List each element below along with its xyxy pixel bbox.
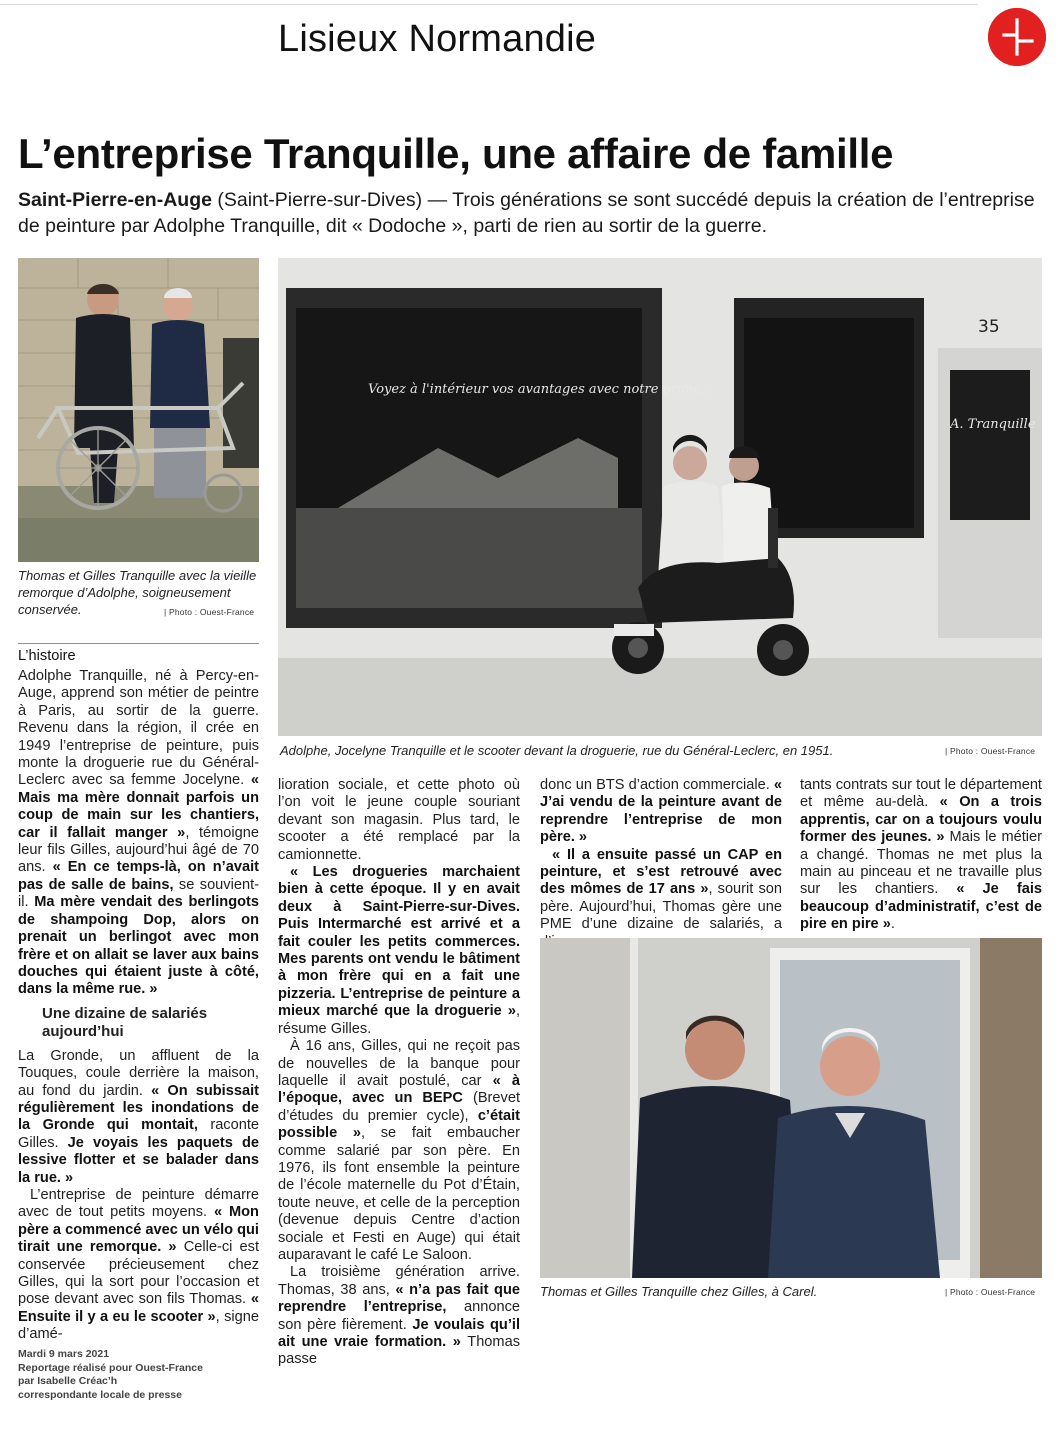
quote: « Il a ensuite passé un CAP en peinture, et s’est retrouvé avec des mômes de 17 ans »	[540, 846, 782, 898]
text: raconte Gilles.	[18, 1117, 260, 1151]
footer-date: Mardi 9 mars 2021	[18, 1348, 110, 1360]
quote: « Je fais beaucoup d’administratif, c’est de pire en pire »	[800, 881, 1042, 933]
paragraph	[18, 1187, 259, 1344]
text: , résume Gilles.	[278, 1003, 520, 1037]
text: , sourit son père. Aujourd’hui, Thomas gère une PME d’une dizaine de salariés, a	[540, 881, 782, 933]
text: (Brevet d’études du premier cycle),	[278, 1090, 521, 1124]
paragraph: lioration sociale, et cette photo où l’on voit le jeune couple souriant devant son magasin. Plus tard, le scooter a été remplacé par la camionnette.	[278, 777, 520, 863]
door-script-text: A. Tranquille	[950, 417, 1036, 432]
section-title: Lisieux Normandie	[278, 18, 597, 60]
photo-trailer-credit: | Photo : Ouest-France	[164, 607, 255, 617]
text: se souvient-il.	[18, 876, 259, 911]
chapo-text: (Saint-Pierre-sur-Dives) — Trois générations se sont succédé depuis la création de l’entreprise de peinture par Adolphe Tranquille, dit « Dodoche », parti de rien au sortir de la guerre.	[18, 189, 1035, 237]
text: Thomas passe	[278, 1334, 520, 1368]
quote: « Les drogueries marchaient bien à cette époque. Il y en avait deux à Saint-Pierre-sur-Dives. Puis Intermarché est arrivé et a fait couler les petits commerces. Mes parents ont vendu le bâtiment à mon frère qui en a fait une pizzeria. L’entreprise de peinture a mieux marché que la droguerie »	[278, 864, 520, 1020]
photo-carel-credit: | Photo : Ouest-France	[945, 1287, 1036, 1297]
paragraph	[540, 777, 782, 847]
paragraph	[278, 1038, 520, 1264]
quote: Ma mère vendait des berlingots de shampoing Dop, alors on prenait un berlingot avec mon frère et on allait se laver aux bains douches qui étaient juste à côté, dans la même rue. »	[18, 894, 259, 998]
text: La Gronde, un affluent de la Touques, coule derrière la maison, au fond du jardin.	[18, 1047, 259, 1099]
quote: « On a trois apprentis, car on a toujours voulu former des jeunes. »	[800, 794, 1042, 846]
headline: L’entreprise Tranquille, une affaire de famille	[18, 130, 894, 177]
text: , signe d’amé-	[18, 1308, 259, 1343]
quote: Je voyais les paquets de lessive flotter et se balader dans la rue. »	[18, 1134, 259, 1186]
article-column-4	[800, 777, 1042, 934]
text: La troisième génération arrive. Thomas, 38 ans,	[278, 1264, 520, 1298]
ouest-france-logo-icon	[988, 8, 1046, 66]
window-script-text: Voyez à l'intérieur vos avantages avec notre prime...	[368, 382, 714, 397]
article-column-3	[540, 777, 782, 951]
quote: c’était possible »	[278, 1107, 520, 1142]
footer-line: Reportage réalisé pour Ouest-France	[18, 1361, 203, 1374]
subheading: Une dizaine de salariés aujourd’hui	[42, 1004, 208, 1040]
text: tants contrats sur tout le département et même au-delà.	[800, 777, 1042, 811]
paragraph	[278, 1264, 520, 1368]
photo-droguerie-credit: | Photo : Ouest-France	[945, 746, 1036, 756]
photo-carel	[540, 938, 1042, 1278]
paragraph	[278, 864, 520, 1038]
quote: « à l’époque, avec un BEPC	[278, 1072, 520, 1107]
text: À 16 ans, Gilles, qui ne reçoit pas de nouvelles de la banque pour laquelle il avait postulé, car	[278, 1038, 520, 1089]
shop-number-text: 35	[978, 317, 1000, 337]
chapo	[18, 187, 1048, 239]
paragraph	[18, 1048, 259, 1187]
text: Celle-ci est conservée précieusement chez Gilles, qui la sort pour l’occasion et pose devant avec son fils Thomas.	[18, 1239, 259, 1308]
footer-line: par Isabelle Créac’h	[18, 1375, 118, 1387]
photo-carel-caption: Thomas et Gilles Tranquille chez Gilles, à Carel.	[540, 1284, 818, 1299]
quote: « En ce temps-là, on n’avait pas de salle de bains,	[18, 859, 260, 893]
quote: « Mais ma mère donnait parfois un coup de main sur les chantiers, car il fallait manger »	[18, 772, 259, 841]
text: Adolphe Tranquille, né à Percy-en-Auge, apprend son métier de peintre à Paris, au sortir de la guerre. Revenu dans la région, il crée en 1949 l’entreprise de peinture, puis monte la droguerie rue du Général-Leclerc avec sa femme Jocelyne.	[18, 668, 259, 789]
text: L’entreprise de peinture démarre avec de tout petits moyens.	[18, 1186, 259, 1221]
quote: « Ensuite il y a eu le scooter »	[18, 1291, 259, 1325]
article-column-2	[278, 777, 520, 1369]
text: annonce son père fièrement.	[278, 1299, 520, 1333]
text: donc un BTS d’action commerciale.	[540, 777, 774, 793]
text: , se fait embaucher comme salarié par son père. En 1976, ils font ensemble la peinture de l’école maternelle du Pot d’Étain, toute neuve, et celle de la perception (devenue depuis Centre d’action sociale et Festi en Auge) qui était auparavant le café Le Saloon.	[278, 1125, 520, 1263]
rubrique-rule	[18, 643, 259, 644]
quote: « On subissait régulièrement les inondations de la Gronde qui montait,	[18, 1082, 259, 1134]
photo-trailer	[18, 258, 259, 562]
paragraph	[540, 847, 782, 951]
article-column-1	[18, 668, 259, 1344]
photo-trailer-caption: Thomas et Gilles Tranquille avec la vieille remorque d’Adolphe, soigneusement conservée.	[18, 568, 257, 617]
footer-line: correspondante locale de presse	[18, 1388, 182, 1401]
quote: « n’a pas fait que reprendre l’entreprise,	[278, 1281, 520, 1316]
text: , témoigne leur fils Gilles, aujourd’hui âgé de 70 ans.	[18, 824, 259, 876]
quote: « Mon père a commencé avec un vélo qui tirait une remorque. »	[18, 1204, 259, 1256]
text: .	[890, 916, 895, 933]
quote: « J’ai vendu de la peinture avant de reprendre l’entreprise de mon père. »	[540, 777, 782, 846]
paragraph	[18, 668, 259, 999]
quote: Je voulais qu’il ait une vraie formation. »	[278, 1316, 520, 1350]
rubrique-label: L’histoire	[18, 648, 76, 664]
paragraph	[800, 777, 1042, 934]
header-rule	[0, 4, 978, 5]
footer-credits	[18, 1348, 203, 1402]
chapo-place: Saint-Pierre-en-Auge	[18, 189, 212, 211]
text: Mais le métier a changé. Thomas ne met plus la main au pinceau et ne travaille plus sur les chantiers.	[800, 829, 1042, 898]
photo-droguerie-1951	[278, 258, 1042, 736]
photo-droguerie-caption: Adolphe, Jocelyne Tranquille et le scooter devant la droguerie, rue du Général-Leclerc, en 1951.	[280, 743, 834, 758]
